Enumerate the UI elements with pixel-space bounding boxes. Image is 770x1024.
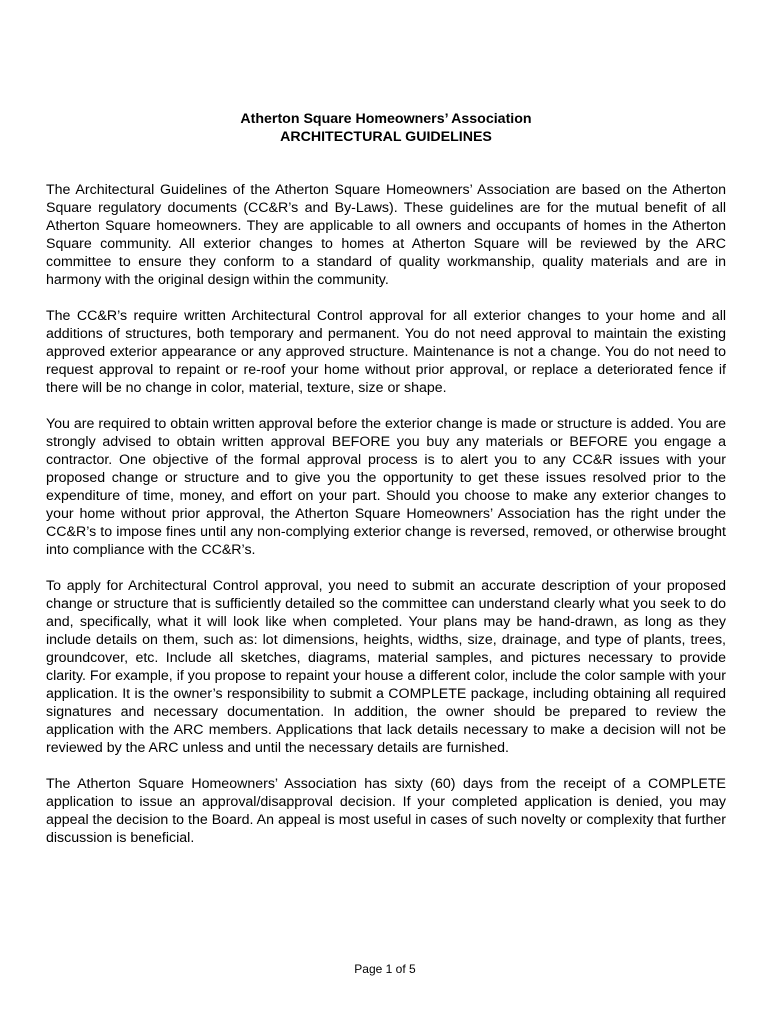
paragraph-how-to-apply: To apply for Architectural Control approval, you need to submit an accurate description of your proposed change or structure that is sufficiently detailed so the committee can understand clearly what you seek to do and, specifically, what it will look like when completed. Your plans may be hand-drawn, as long as they include details on them, such as: lot dimensions, heights, widths, size, drainage, and type of plants, trees, groundcover, etc. Include all sketches, diagrams, material samples, and pictures necessary to provide clarity. For example, if you propose to repaint your house a different color, include the color sample with your application. It is the owner’s responsibility to submit a COMPLETE package, including obtaining all required signatures and necessary documentation. In addition, the owner should be prepared to review the application with the ARC members. Applications that lack details necessary to make a decision will not be reviewed by the ARC unless and until the necessary details are furnished.: [46, 578, 726, 756]
association-name: Atherton Square Homeowners’ Association: [240, 111, 532, 127]
document-title: ARCHITECTURAL GUIDELINES: [280, 129, 492, 145]
page-number: Page 1 of 5: [354, 962, 416, 976]
paragraph-intro: The Architectural Guidelines of the Atherton Square Homeowners’ Association are based on the Atherton Square regulatory documents (CC&R’s and By-Laws). These guidelines are for the mutual benefit of all Atherton Square homeowners. They are applicable to all owners and occupants of homes in the Atherton Square community. All exterior changes to homes at Atherton Square will be reviewed by the ARC committee to ensure they conform to a standard of quality workmanship, quality materials and are in harmony with the original design within the community.: [46, 182, 726, 288]
paragraph-approval-required: The CC&R’s require written Architectural Control approval for all exterior changes to your home and all additions of structures, both temporary and permanent. You do not need approval to maintain the existing approved exterior appearance or any approved structure. Maintenance is not a change. You do not need to request approval to repaint or re-roof your home without prior approval, or replace a deteriorated fence if there will be no change in color, material, texture, size or shape.: [46, 308, 726, 396]
paragraph-decision-timeline: The Atherton Square Homeowners’ Association has sixty (60) days from the receipt of a COMPLETE application to issue an approval/disapproval decision. If your completed application is denied, you may appeal the decision to the Board. An appeal is most useful in cases of such novelty or complexity that further discussion is beneficial.: [46, 776, 726, 846]
document-header: [46, 110, 726, 146]
document-body: [46, 181, 726, 865]
paragraph-written-approval: You are required to obtain written approval before the exterior change is made or structure is added. You are strongly advised to obtain written approval BEFORE you buy any materials or BEFORE you engage a contractor. One objective of the formal approval process is to alert you to any CC&R issues with your proposed change or structure and to give you the opportunity to get these issues resolved prior to the expenditure of time, money, and effort on your part. Should you choose to make any exterior changes to your home without prior approval, the Atherton Square Homeowners’ Association has the right under the CC&R’s to impose fines until any non-complying exterior change is reversed, removed, or otherwise brought into compliance with the CC&R’s.: [46, 416, 726, 558]
